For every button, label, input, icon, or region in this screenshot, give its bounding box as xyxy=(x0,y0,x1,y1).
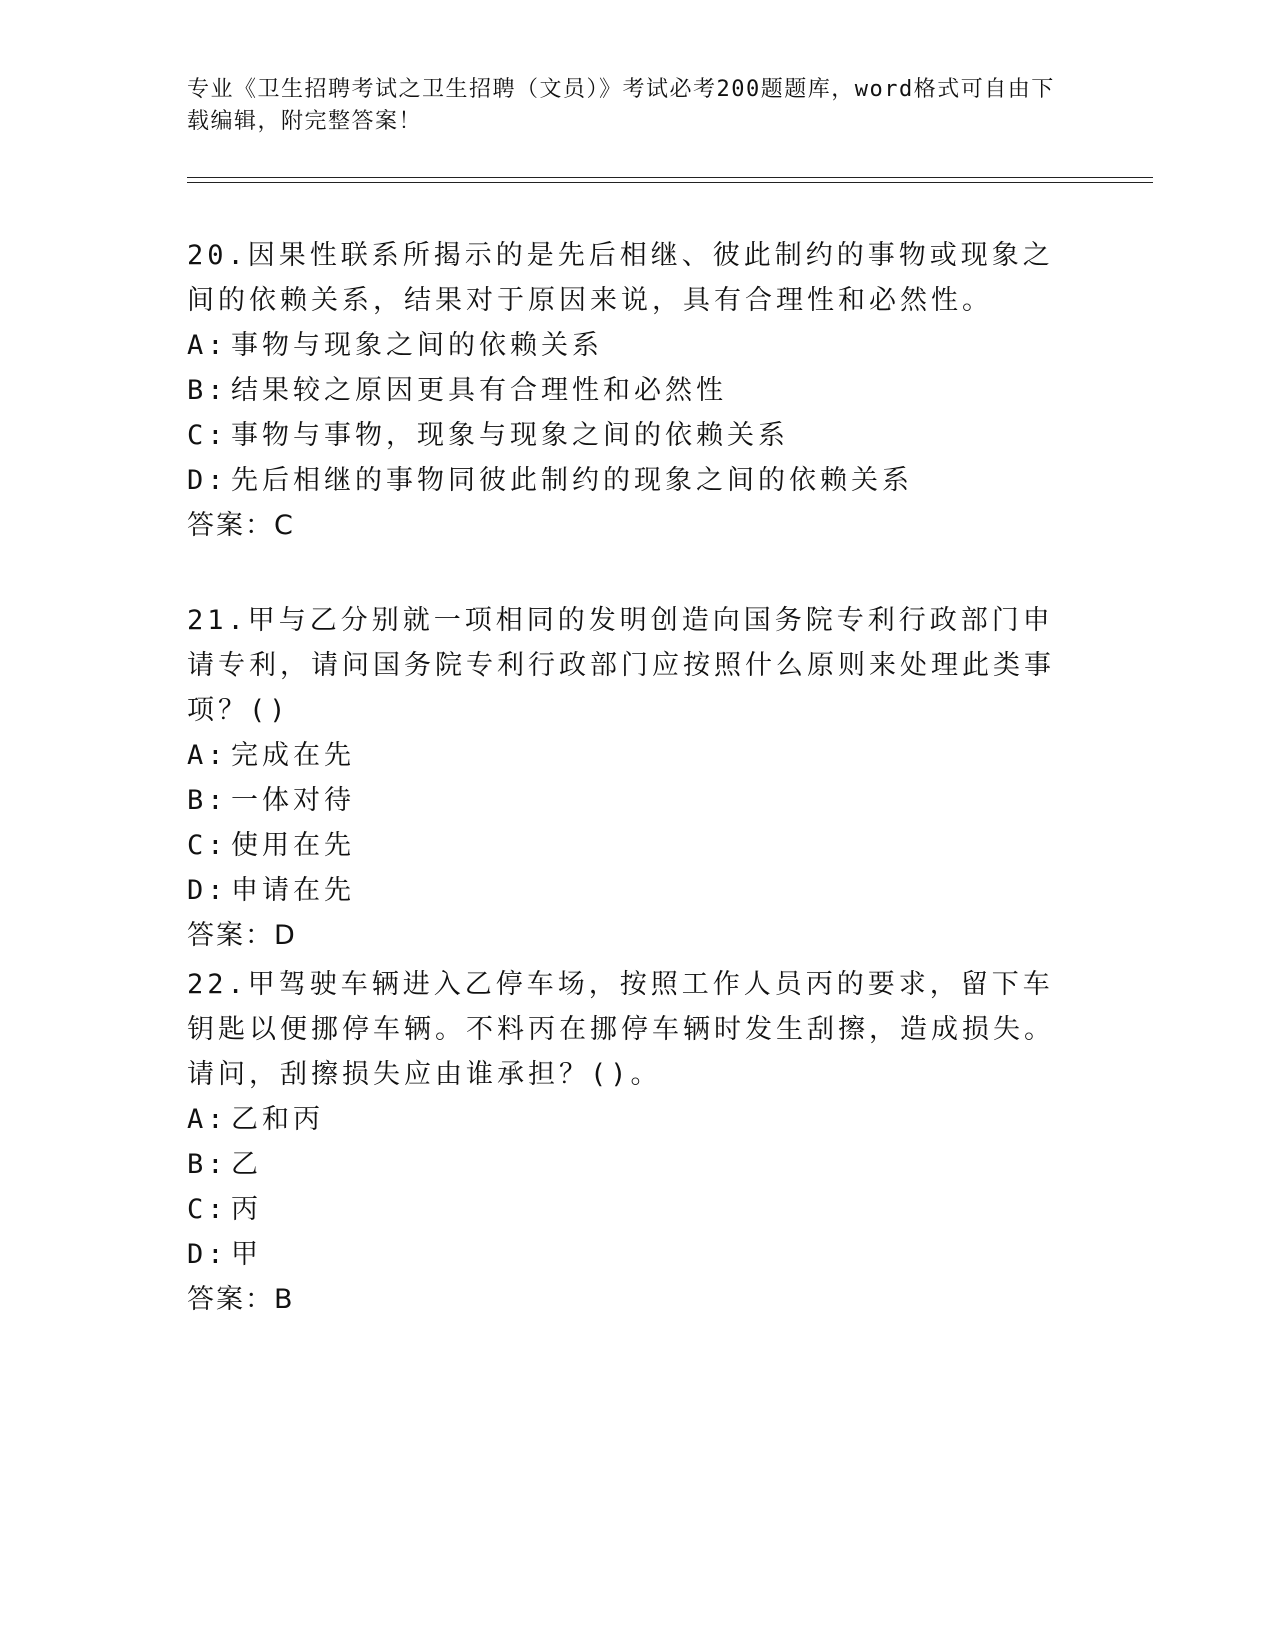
header-divider-bottom xyxy=(187,182,1153,183)
option-key: D: xyxy=(187,465,228,496)
option-d xyxy=(187,1232,1077,1277)
option-text: 事物与事物，现象与现象之间的依赖关系 xyxy=(231,420,789,451)
option-text: 结果较之原因更具有合理性和必然性 xyxy=(231,375,727,406)
option-text: 使用在先 xyxy=(231,830,355,861)
option-key: C: xyxy=(187,1194,228,1225)
question-stem: 22.甲驾驶车辆进入乙停车场，按照工作人员丙的要求，留下车钥匙以便挪停车辆。不料丙在挪停车辆时发生刮擦，造成损失。请问，刮擦损失应由谁承担？()。 xyxy=(187,969,1055,1090)
option-key: C: xyxy=(187,420,228,451)
option-text: 丙 xyxy=(231,1194,262,1225)
option-a xyxy=(187,323,1077,368)
option-text: 完成在先 xyxy=(231,740,355,771)
option-key: A: xyxy=(187,740,228,771)
option-key: B: xyxy=(187,785,228,816)
question-22 xyxy=(187,962,1077,1322)
option-d xyxy=(187,458,1077,503)
option-key: C: xyxy=(187,830,228,861)
option-key: B: xyxy=(187,1149,228,1180)
option-key: D: xyxy=(187,1239,228,1270)
option-text: 乙 xyxy=(231,1149,262,1180)
option-b xyxy=(187,1142,1077,1187)
option-c xyxy=(187,413,1077,458)
option-b xyxy=(187,368,1077,413)
question-20 xyxy=(187,233,1077,548)
option-b xyxy=(187,778,1077,823)
option-text: 申请在先 xyxy=(231,875,355,906)
option-text: 先后相继的事物同彼此制约的现象之间的依赖关系 xyxy=(231,465,913,496)
option-key: A: xyxy=(187,1104,228,1135)
option-c xyxy=(187,823,1077,868)
header-divider-top xyxy=(187,177,1153,178)
option-text: 甲 xyxy=(231,1239,262,1270)
option-key: B: xyxy=(187,375,228,406)
option-text: 乙和丙 xyxy=(231,1104,324,1135)
option-text: 事物与现象之间的依赖关系 xyxy=(231,330,603,361)
answer-line: 答案：B xyxy=(187,1284,295,1315)
question-stem: 20.因果性联系所揭示的是先后相继、彼此制约的事物或现象之间的依赖关系，结果对于原因来说，具有合理性和必然性。 xyxy=(187,240,1054,316)
option-c xyxy=(187,1187,1077,1232)
question-21 xyxy=(187,598,1077,958)
option-key: D: xyxy=(187,875,228,906)
option-a xyxy=(187,1097,1077,1142)
document-header: 专业《卫生招聘考试之卫生招聘（文员）》考试必考200题题库，word格式可自由下载编辑，附完整答案！ xyxy=(187,77,1055,134)
answer-line: 答案：C xyxy=(187,510,295,541)
option-d xyxy=(187,868,1077,913)
option-key: A: xyxy=(187,330,228,361)
answer-line: 答案：D xyxy=(187,920,297,951)
option-text: 一体对待 xyxy=(231,785,355,816)
question-stem: 21.甲与乙分别就一项相同的发明创造向国务院专利行政部门申请专利，请问国务院专利行政部门应按照什么原则来处理此类事项？() xyxy=(187,605,1055,726)
option-a xyxy=(187,733,1077,778)
